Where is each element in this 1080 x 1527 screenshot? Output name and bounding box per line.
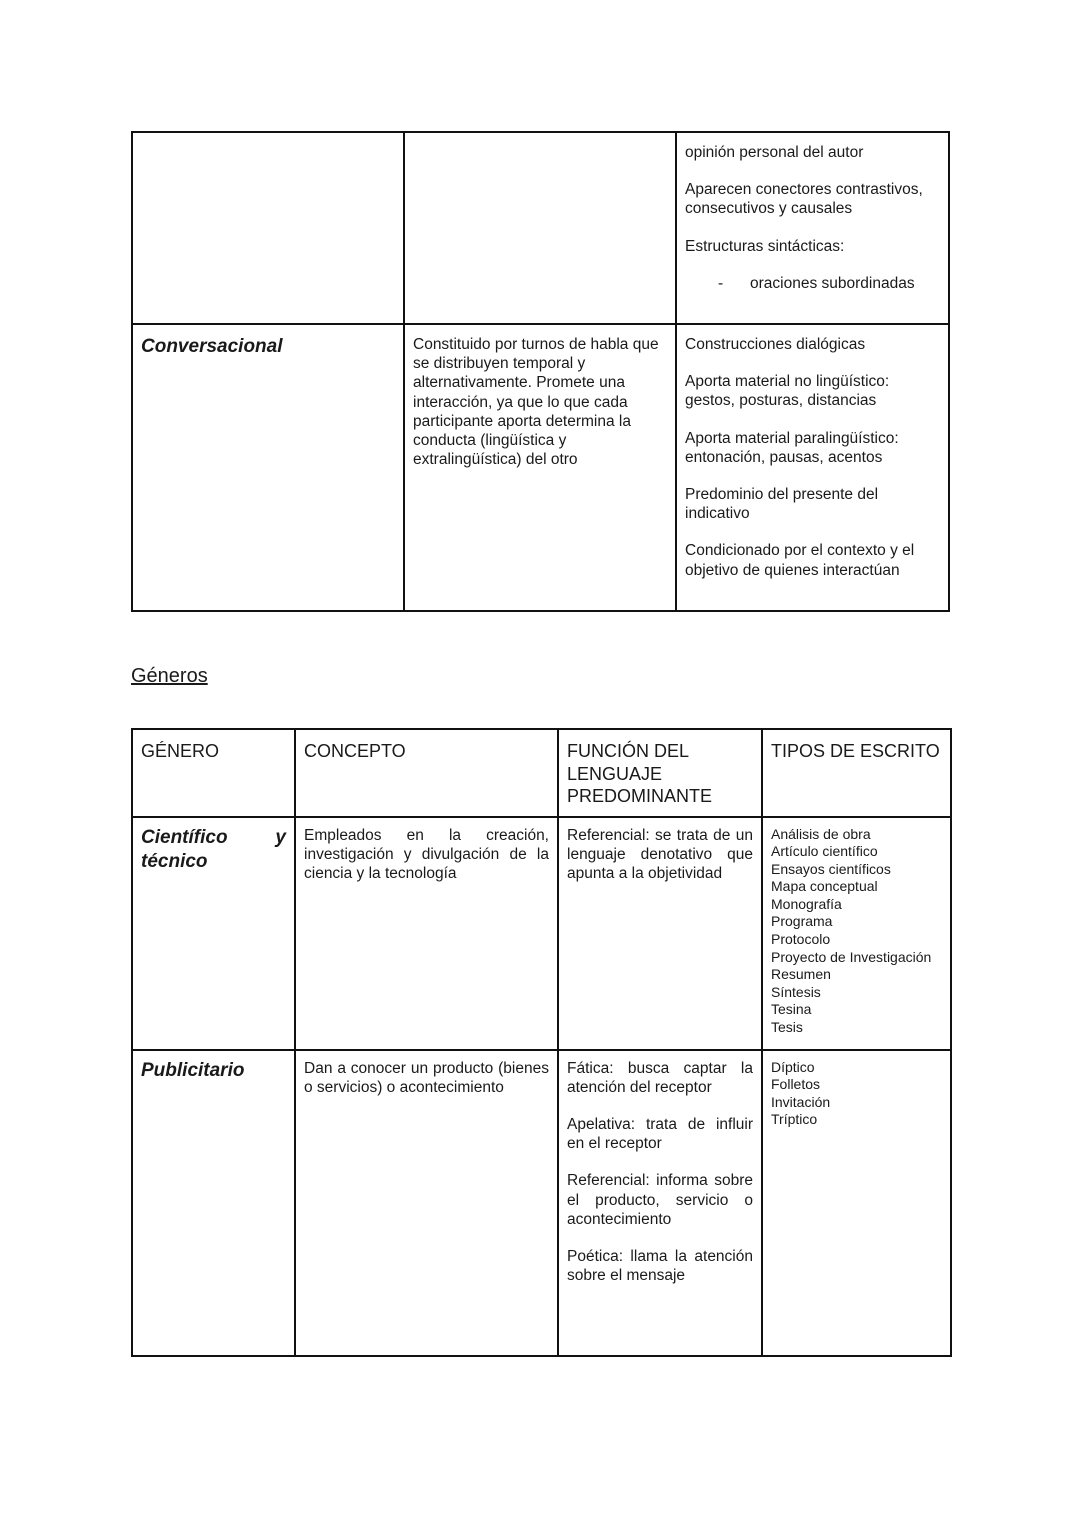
bullet-text: oraciones subordinadas (750, 274, 915, 292)
concept-cell (295, 817, 558, 1050)
empty-cell (132, 132, 404, 324)
table-row (132, 324, 949, 611)
concept-text: Empleados en la creación, investigación y divulgación de la ciencia y la tecnología (304, 826, 549, 882)
list-item: Monografía (771, 895, 842, 912)
list-item: Invitación (771, 1093, 831, 1110)
bullet-item (685, 274, 940, 293)
list-item: Tesis (771, 1019, 803, 1036)
section-heading: Géneros (131, 665, 208, 687)
function-list (567, 1059, 753, 1286)
list-item: Tesina (771, 1001, 812, 1018)
concept-cell (404, 324, 676, 611)
genre-cell (132, 1050, 295, 1356)
feature-text: Aparecen conectores contrastivos, consecutivos y causales (685, 181, 923, 218)
types-list (771, 826, 942, 1037)
genre-title-part: y (275, 826, 286, 848)
table-row (132, 132, 949, 324)
concept-text: Constituido por turnos de habla que se distribuyen temporal y alternativamente. Promete una interacción, ya que lo que cada participante aporta determina la conducta (lingüística y extralingüística) del otro (413, 336, 659, 469)
list-item: Protocolo (771, 931, 831, 948)
list-item: Análisis de obra (771, 825, 871, 842)
function-cell (558, 817, 762, 1050)
list-item: Resumen (771, 966, 831, 983)
header-cell: TIPOS DE ESCRITO (762, 729, 951, 817)
list-item: Mapa conceptual (771, 878, 878, 895)
list-item: Artículo científico (771, 843, 878, 860)
feature-text: Aporta material paralingüístico: entonación, pausas, acentos (685, 429, 899, 466)
row-title: Conversacional (141, 336, 283, 357)
feature-text: opinión personal del autor (685, 144, 864, 161)
list-item: Tríptico (771, 1111, 818, 1128)
feature-text: Construcciones dialógicas (685, 336, 866, 353)
function-text: Referencial: informa sobre el producto, servicio o acontecimiento (567, 1172, 753, 1228)
feature-text: Aporta material no lingüístico: gestos, posturas, distancias (685, 373, 890, 410)
concept-cell (295, 1050, 558, 1356)
list-item: Programa (771, 913, 833, 930)
genre-title-part: Científico (141, 826, 228, 848)
function-cell (558, 1050, 762, 1356)
concept-text: Dan a conocer un producto (bienes o servicios) o acontecimiento (304, 1059, 549, 1096)
function-text: Poética: llama la atención sobre el mensaje (567, 1247, 753, 1285)
text-types-table (131, 131, 950, 612)
list-item: Folletos (771, 1076, 821, 1093)
features-cell (676, 324, 949, 611)
header-row (132, 729, 951, 817)
list-item: Ensayos científicos (771, 860, 891, 877)
function-text: Fática: busca captar la atención del receptor (567, 1059, 753, 1096)
header-cell: CONCEPTO (295, 729, 558, 817)
features-cell (676, 132, 949, 324)
function-text: Referencial: se trata de un lenguaje denotativo que apunta a la objetividad (567, 826, 753, 882)
feature-text: Condicionado por el contexto y el objetivo de quienes interactúan (685, 542, 915, 579)
list-item: Proyecto de Investigación (771, 948, 932, 965)
list-item: Síntesis (771, 983, 821, 1000)
types-cell (762, 1050, 951, 1356)
genre-title (141, 826, 286, 850)
types-cell (762, 817, 951, 1050)
genre-title: Publicitario (141, 1059, 245, 1081)
genre-cell (132, 817, 295, 1050)
function-text: Apelativa: trata de influir en el receptor (567, 1115, 753, 1153)
empty-cell (404, 132, 676, 324)
feature-text: Estructuras sintácticas: (685, 237, 845, 255)
dash-bullet: - (718, 274, 724, 292)
list-item: Díptico (771, 1058, 815, 1075)
table-row (132, 1050, 951, 1356)
header-cell: FUNCIÓN DEL LENGUAJE PREDOMINANTE (558, 729, 762, 817)
table-row (132, 817, 951, 1050)
row-title-cell (132, 324, 404, 611)
feature-text: Predominio del presente del indicativo (685, 486, 879, 523)
types-list (771, 1059, 942, 1129)
genres-table (131, 728, 952, 1357)
header-cell: GÉNERO (132, 729, 295, 817)
genre-title-part: técnico (141, 850, 208, 872)
